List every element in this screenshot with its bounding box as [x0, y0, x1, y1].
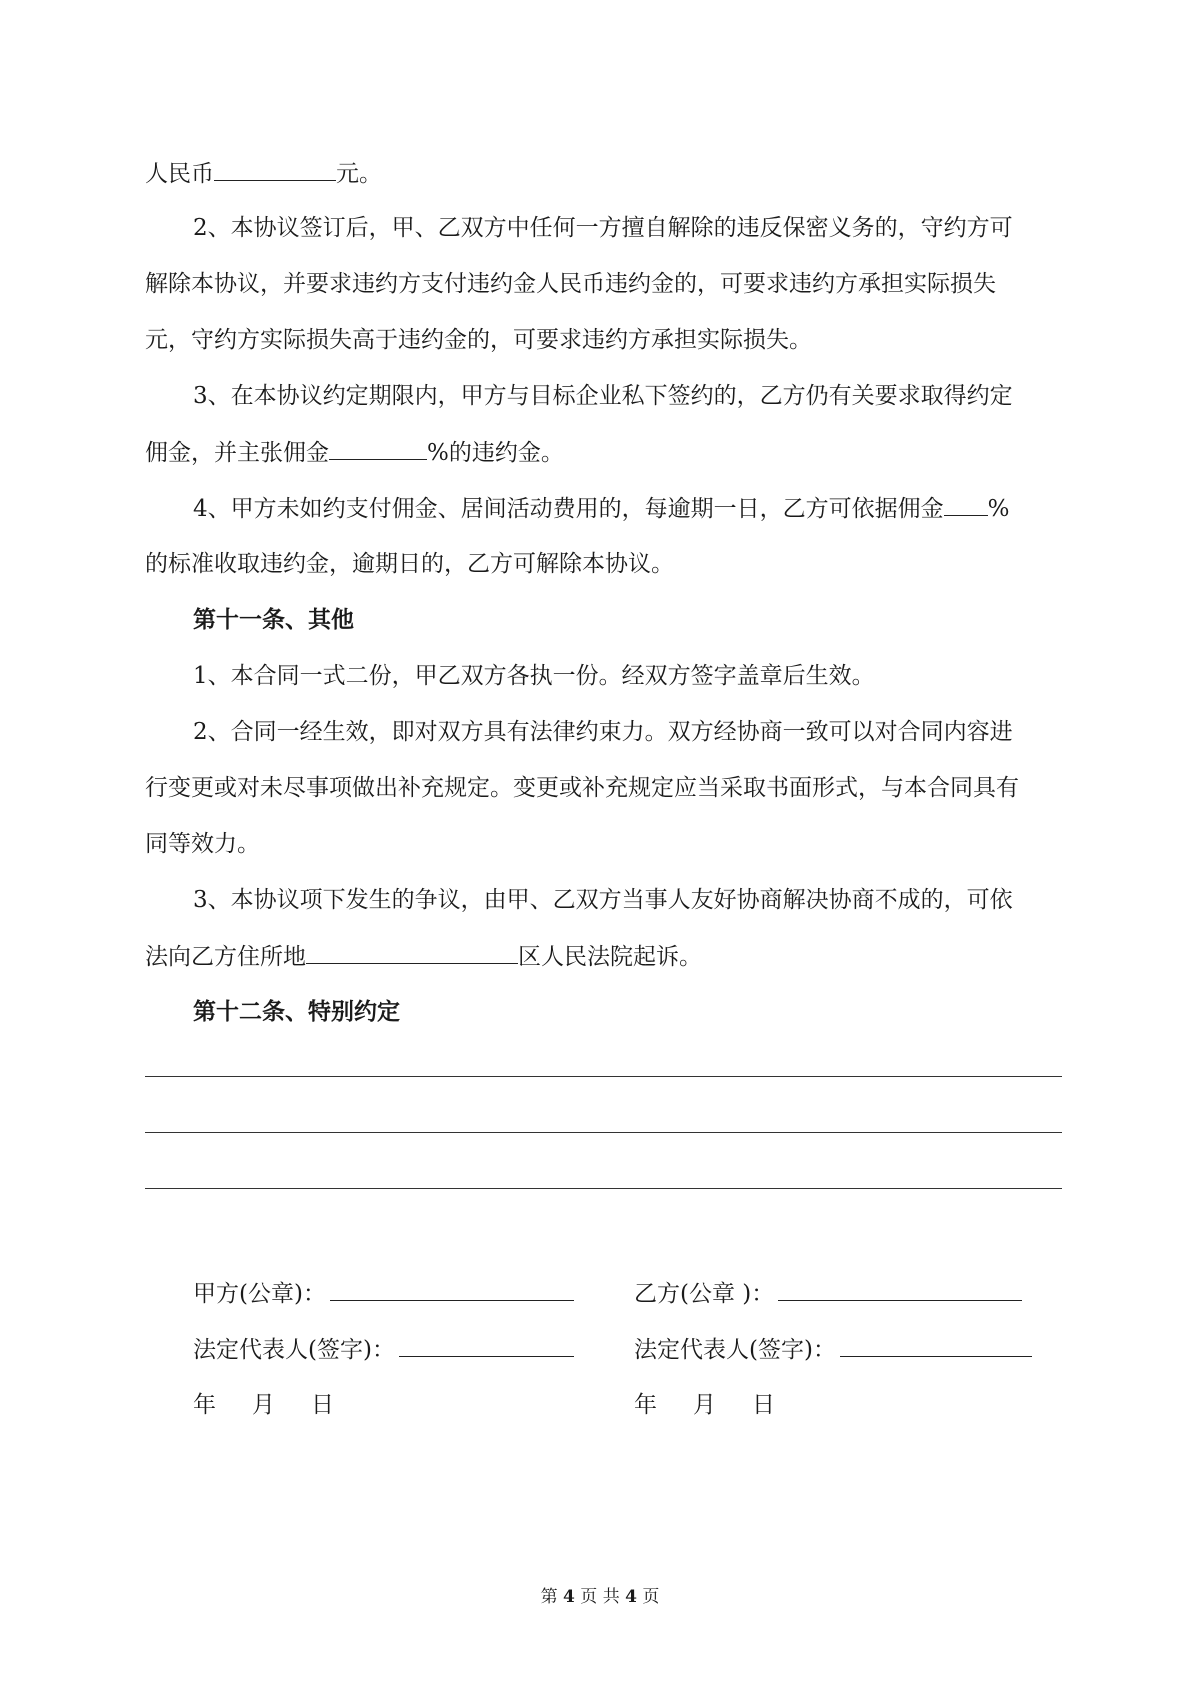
- clause-3-tail: %的违约金。: [427, 440, 564, 466]
- amount-blank: [214, 158, 336, 181]
- party-b-date-month: 月: [693, 1392, 716, 1418]
- clause-4-line-1: [193, 493, 1010, 524]
- party-a-seal-label: 甲方(公章)：: [193, 1281, 326, 1307]
- party-a-rep-blank: [399, 1334, 574, 1357]
- party-a-seal-row: [193, 1278, 574, 1309]
- party-b-date-day: 日: [752, 1392, 775, 1418]
- party-b-seal-row: [634, 1278, 1022, 1309]
- footer-prefix: 第: [540, 1587, 558, 1607]
- currency-label: 人民币: [145, 161, 214, 187]
- court-location-blank: [306, 941, 518, 964]
- party-b-date-row: [634, 1390, 775, 1420]
- party-b-rep-label: 法定代表人(签字)：: [634, 1337, 836, 1363]
- current-page-number: 4: [563, 1587, 575, 1607]
- special-terms-line-3: [145, 1188, 1062, 1189]
- clause-2-line-3: 元，守约方实际损失高于违约金的，可要求违约方承担实际损失。: [145, 327, 812, 353]
- party-a-date-month: 月: [252, 1392, 275, 1418]
- currency-unit: 元。: [336, 161, 382, 187]
- article-11-item-2-line-1: 2、合同一经生效，即对双方具有法律约束力。双方经协商一致可以对合同内容进: [193, 719, 1013, 745]
- amount-line: [145, 158, 382, 189]
- party-b-seal-label: 乙方(公章 )：: [634, 1281, 775, 1307]
- article-11-item-2-line-2: 行变更或对未尽事项做出补充规定。变更或补充规定应当采取书面形式，与本合同具有: [145, 775, 1019, 801]
- article-11-item-3-line-2: [145, 941, 702, 972]
- party-a-seal-blank: [330, 1278, 574, 1301]
- clause-3-line-2: [145, 437, 564, 468]
- penalty-percent-blank: [944, 493, 988, 516]
- party-a-rep-label: 法定代表人(签字)：: [193, 1337, 395, 1363]
- page-number-footer: [0, 1586, 1200, 1608]
- court-prefix: 法向乙方住所地: [145, 944, 306, 970]
- total-page-number: 4: [625, 1587, 637, 1607]
- party-a-date-year: 年: [193, 1392, 216, 1418]
- article-11-item-2-line-3: 同等效力。: [145, 831, 260, 857]
- article-12-heading: 第十二条、特别约定: [193, 998, 400, 1025]
- clause-3-line-1: 3、在本协议约定期限内，甲方与目标企业私下签约的，乙方仍有关要求取得约定: [193, 383, 1013, 409]
- party-a-rep-row: [193, 1334, 574, 1365]
- party-b-seal-blank: [778, 1278, 1022, 1301]
- special-terms-line-1: [145, 1076, 1062, 1077]
- footer-suffix: 页: [642, 1587, 660, 1607]
- special-terms-line-2: [145, 1132, 1062, 1133]
- clause-2-line-2: 解除本协议，并要求违约方支付违约金人民币违约金的，可要求违约方承担实际损失: [145, 271, 996, 297]
- commission-percent-blank: [329, 437, 427, 460]
- article-11-item-3-line-1: 3、本协议项下发生的争议，由甲、乙双方当事人友好协商解决协商不成的，可依: [193, 887, 1013, 913]
- clause-4-line-2: 的标准收取违约金，逾期日的，乙方可解除本协议。: [145, 551, 674, 577]
- article-11-heading: 第十一条、其他: [193, 606, 354, 633]
- percent-sign: %: [987, 496, 1010, 522]
- party-b-rep-blank: [840, 1334, 1032, 1357]
- party-a-date-row: [193, 1390, 334, 1420]
- footer-mid: 页 共: [580, 1587, 620, 1607]
- clause-3-text: 佣金，并主张佣金: [145, 440, 329, 466]
- party-a-date-day: 日: [311, 1392, 334, 1418]
- court-suffix: 区人民法院起诉。: [518, 944, 702, 970]
- party-b-date-year: 年: [634, 1392, 657, 1418]
- article-11-item-1: 1、本合同一式二份，甲乙双方各执一份。经双方签字盖章后生效。: [193, 663, 875, 689]
- clause-4-text: 4、甲方未如约支付佣金、居间活动费用的，每逾期一日，乙方可依据佣金: [193, 496, 944, 522]
- clause-2-line-1: 2、本协议签订后，甲、乙双方中任何一方擅自解除的违反保密义务的，守约方可: [193, 215, 1013, 241]
- party-b-rep-row: [634, 1334, 1032, 1365]
